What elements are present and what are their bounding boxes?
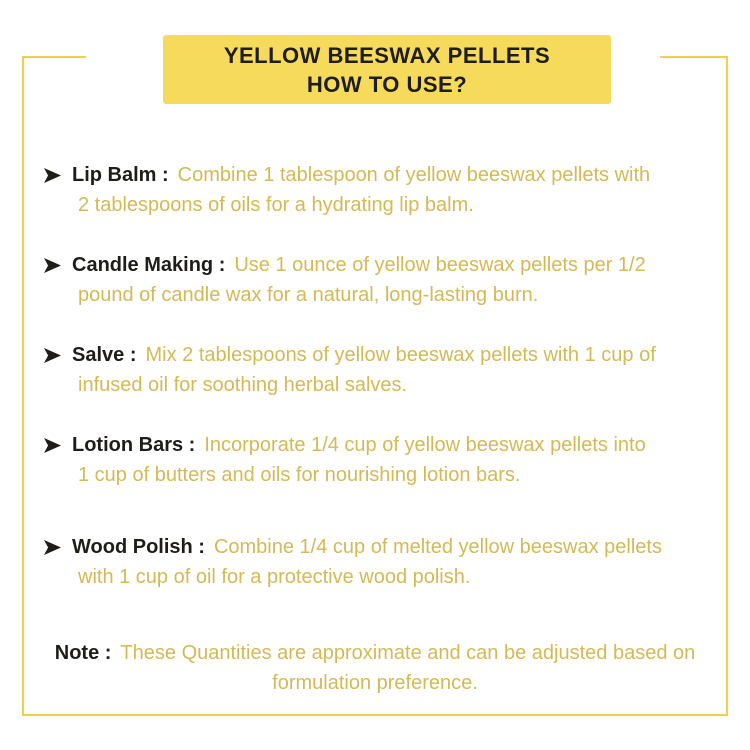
usage-item-wood-polish	[44, 532, 724, 592]
arrowhead-right-icon	[44, 540, 61, 555]
usage-item-desc-line1: Incorporate 1/4 cup of yellow beeswax pellets into	[204, 434, 646, 456]
usage-item-desc-line2: 2 tablespoons of oils for a hydrating lip balm.	[78, 194, 474, 216]
usage-item-desc-line2: with 1 cup of oil for a protective wood polish.	[78, 566, 471, 588]
note-desc-line1: These Quantities are approximate and can be adjusted based on	[120, 642, 696, 664]
usage-item-label: Lotion Bars :	[72, 434, 196, 456]
note-section	[30, 638, 720, 698]
frame-border-left	[22, 56, 24, 716]
usage-item-desc-line1: Combine 1 tablespoon of yellow beeswax pellets with	[177, 164, 651, 186]
usage-item-text	[72, 250, 646, 310]
frame-border-bottom	[22, 714, 728, 716]
arrowhead-right-icon	[44, 168, 61, 183]
usage-item-label: Lip Balm :	[72, 164, 169, 186]
usage-item-desc-line1: Combine 1/4 cup of melted yellow beeswax pellets	[213, 536, 662, 558]
usage-item-text	[72, 160, 650, 220]
header-banner	[163, 35, 611, 104]
usage-item-lotion-bars	[44, 430, 724, 490]
usage-item-label: Candle Making :	[72, 254, 226, 276]
arrowhead-right-icon	[44, 348, 61, 363]
usage-item-lip-balm	[44, 160, 724, 220]
page-title-line2: HOW TO USE?	[306, 71, 468, 97]
page-title-line1: YELLOW BEESWAX PELLETS	[223, 42, 551, 68]
frame-border-top-right	[660, 56, 728, 58]
usage-item-desc-line2: 1 cup of butters and oils for nourishing lotion bars.	[78, 464, 521, 486]
usage-item-salve	[44, 340, 724, 400]
usage-item-desc-line2: pound of candle wax for a natural, long-lasting burn.	[78, 284, 539, 306]
arrowhead-right-icon	[44, 258, 61, 273]
usage-item-desc-line2: infused oil for soothing herbal salves.	[78, 374, 408, 396]
usage-item-text	[72, 430, 646, 490]
arrowhead-right-icon	[44, 438, 61, 453]
usage-item-candle-making	[44, 250, 724, 310]
note-desc-line2: formulation preference.	[272, 672, 478, 694]
usage-item-label: Wood Polish :	[72, 536, 205, 558]
frame-border-right	[726, 56, 728, 716]
note-label: Note :	[54, 642, 112, 664]
usage-item-text	[72, 340, 656, 400]
usage-item-desc-line1: Mix 2 tablespoons of yellow beeswax pellets with 1 cup of	[145, 344, 656, 366]
usage-item-text	[72, 532, 662, 592]
usage-item-desc-line1: Use 1 ounce of yellow beeswax pellets per 1/2	[234, 254, 646, 276]
usage-item-label: Salve :	[72, 344, 137, 366]
frame-border-top-left	[22, 56, 86, 58]
